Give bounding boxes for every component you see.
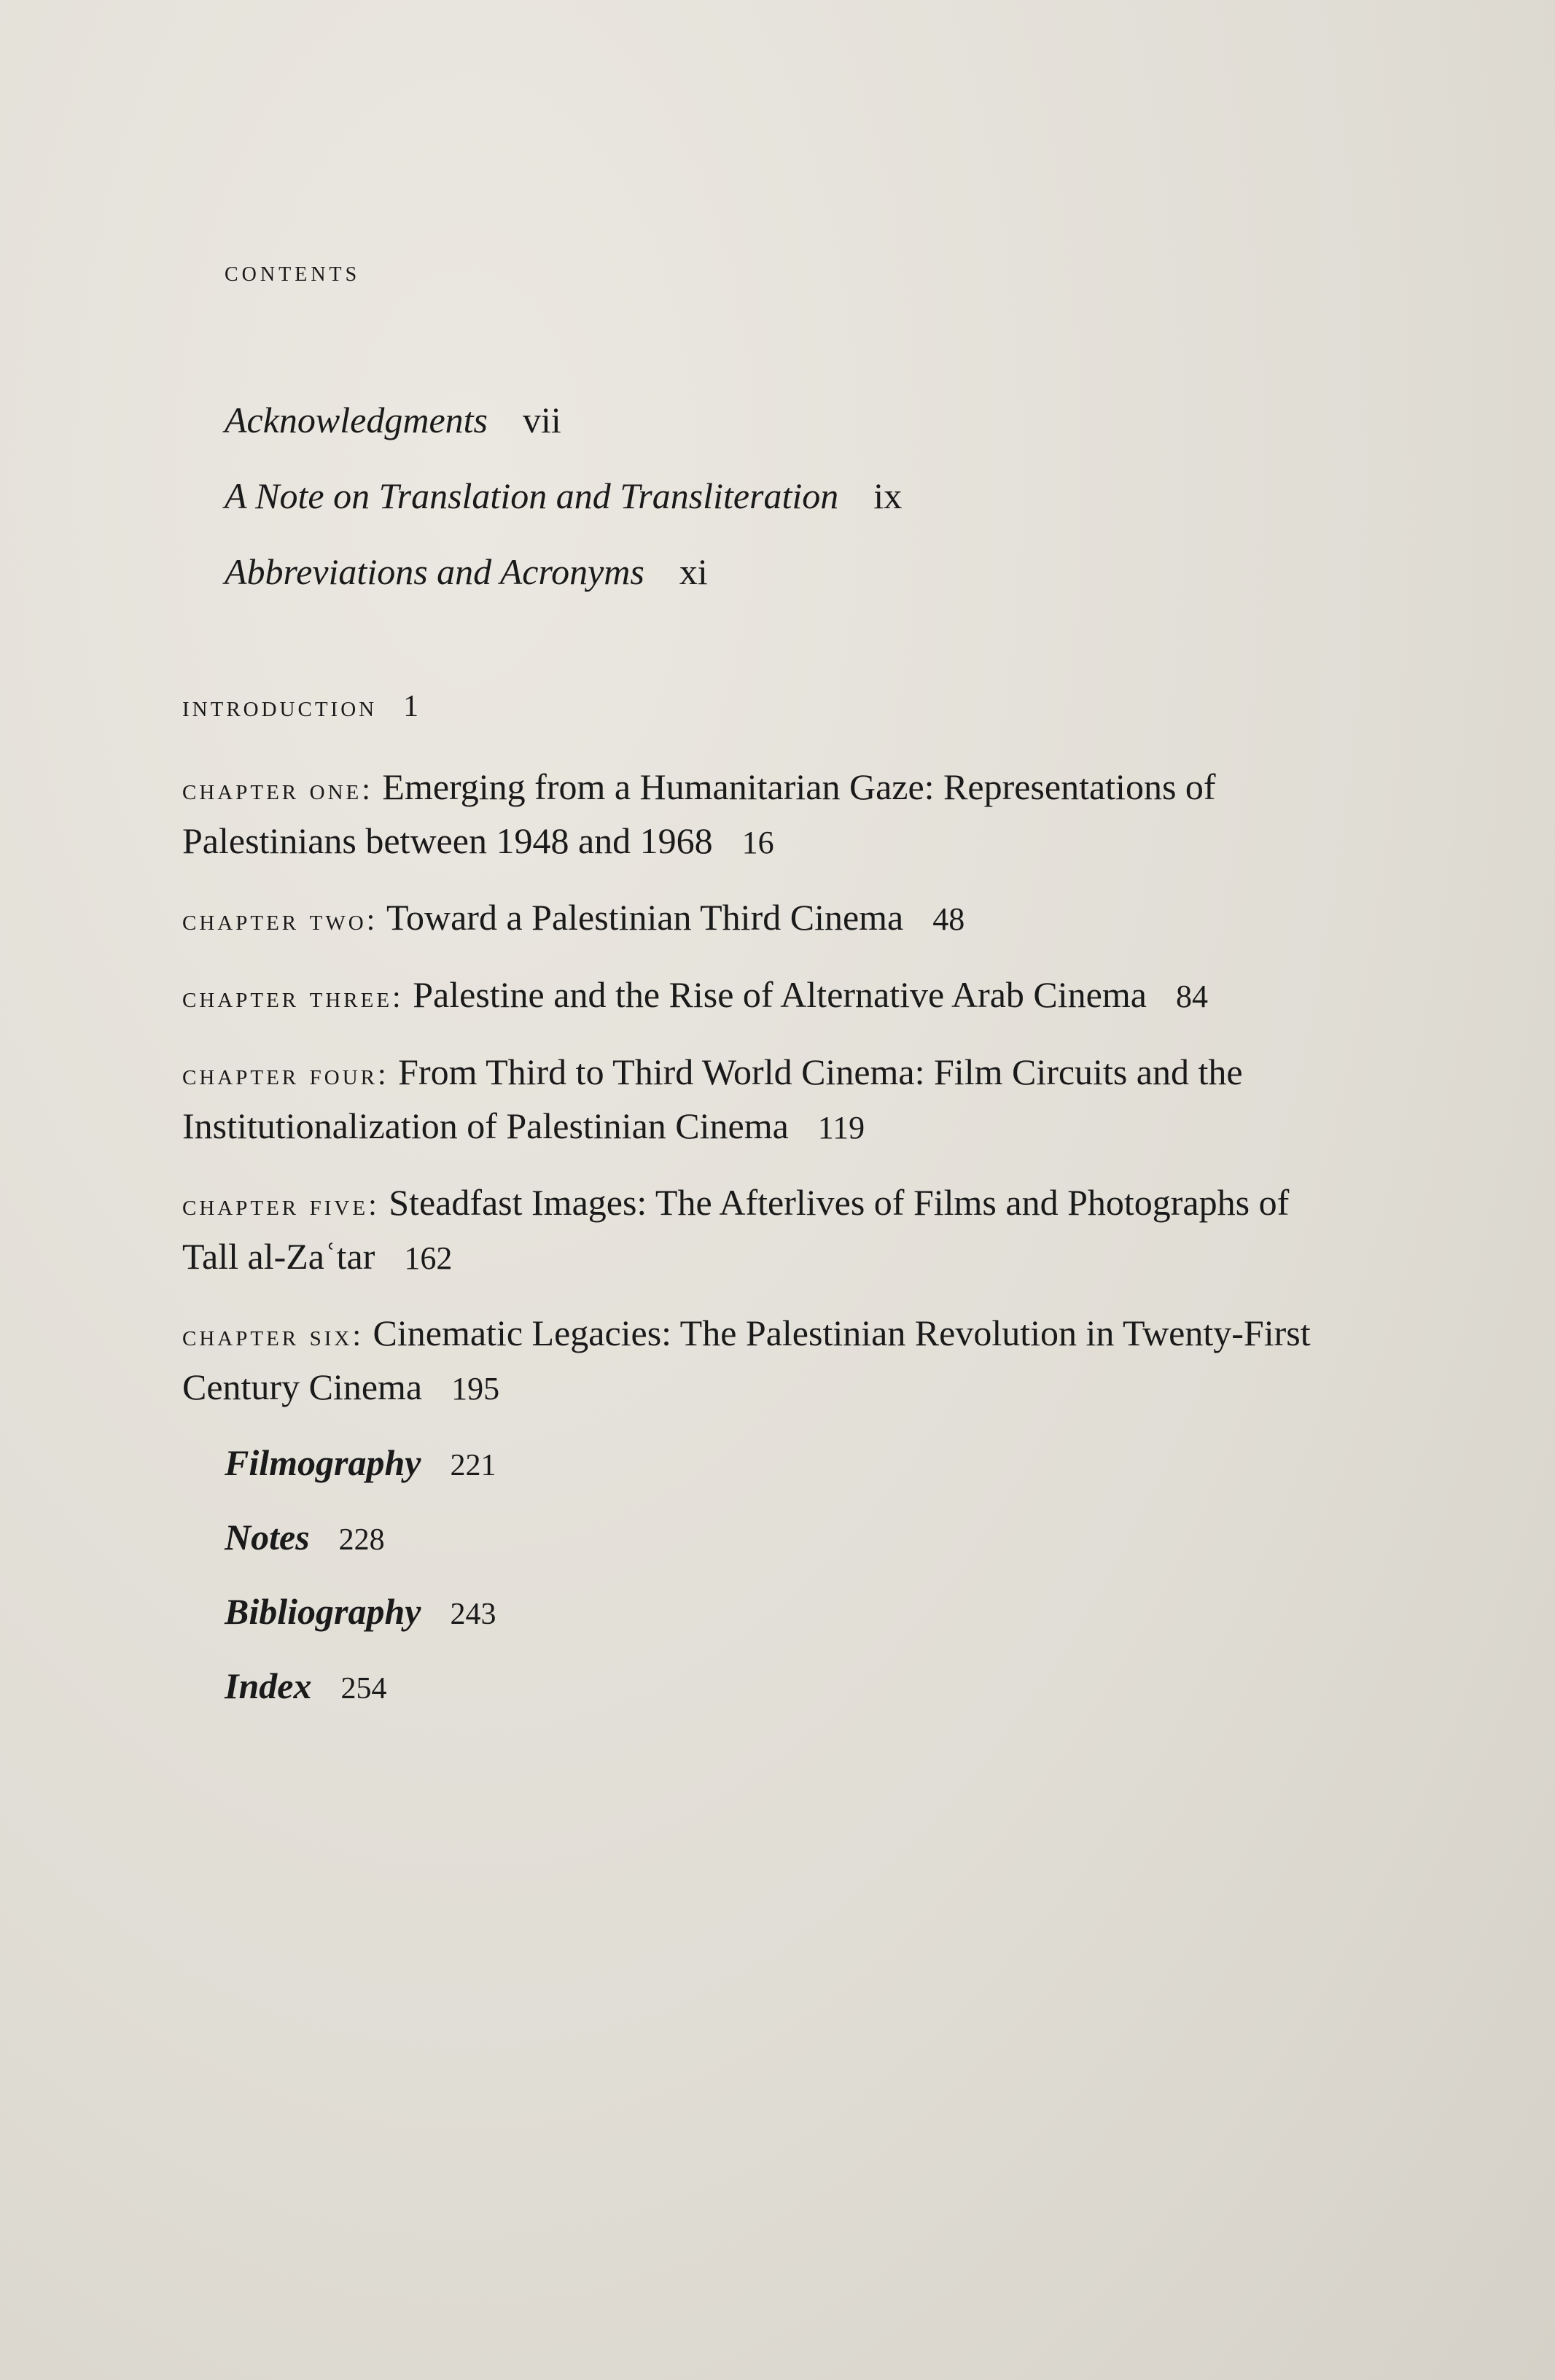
entry-page-number: 119 [817,1110,865,1146]
front-matter-entry [225,545,902,621]
chapter-title: Cinematic Legacies: The Palestinian Revolution in Twenty-First Century Cinema [182,1312,1311,1407]
entry-page-number: xi [679,551,708,592]
entry-title: Filmography [225,1442,421,1483]
entry-page-number: 228 [338,1523,385,1557]
chapter-title: Steadfast Images: The Afterlives of Films and Photographs of Tall al-Zaʿtar [182,1182,1290,1277]
back-matter-entry [225,1436,496,1511]
entry-title: A Note on Translation and Transliteration [225,475,839,516]
entry-page-number: 48 [932,901,965,937]
entry-page-number: 162 [404,1240,453,1276]
entry-page-number: 221 [450,1449,496,1482]
chapter-title: Palestine and the Rise of Alternative Arab Cinema [413,974,1147,1015]
chapter-entry [182,761,1349,868]
chapter-label: chapter one: [182,773,373,806]
contents-heading: contents [225,254,361,287]
entry-page-number: ix [873,475,903,516]
entry-title: Index [225,1665,312,1706]
front-matter-list [225,394,902,621]
introduction-label: introduction [182,690,378,723]
chapter-entry [182,969,1349,1023]
chapter-list [182,678,1349,1438]
entry-page-number: 254 [340,1672,387,1706]
entry-page-number: 243 [450,1598,496,1631]
chapter-title: Emerging from a Humanitarian Gaze: Representations of Palestinians between 1948 and 1968 [182,766,1216,861]
entry-page-number: 1 [403,690,419,723]
back-matter-list [225,1436,496,1734]
entry-title: Bibliography [225,1591,421,1632]
chapter-label: chapter two: [182,903,378,937]
chapter-entry [182,892,1349,946]
chapter-label: chapter three: [182,981,404,1014]
back-matter-entry [225,1511,496,1585]
entry-page-number: 195 [451,1371,500,1407]
back-matter-entry [225,1660,496,1734]
entry-title: Notes [225,1517,310,1558]
chapter-entry [182,1307,1349,1415]
entry-page-number: vii [523,400,561,440]
entry-title: Abbreviations and Acronyms [225,551,644,592]
chapter-label: chapter four: [182,1058,389,1092]
entry-title: Acknowledgments [225,400,488,440]
chapter-entry [182,1177,1349,1284]
back-matter-entry [225,1585,496,1660]
chapter-title: Toward a Palestinian Third Cinema [386,897,904,938]
front-matter-entry [225,394,902,470]
chapter-label: chapter five: [182,1189,380,1222]
chapter-title: From Third to Third World Cinema: Film Circuits and the Institutionalization of Palestinian Cinema [182,1051,1243,1146]
entry-page-number: 16 [741,825,774,860]
front-matter-entry [225,470,902,545]
introduction-entry [182,678,1349,732]
entry-page-number: 84 [1175,979,1208,1014]
chapter-entry [182,1046,1349,1154]
chapter-label: chapter six: [182,1319,365,1353]
